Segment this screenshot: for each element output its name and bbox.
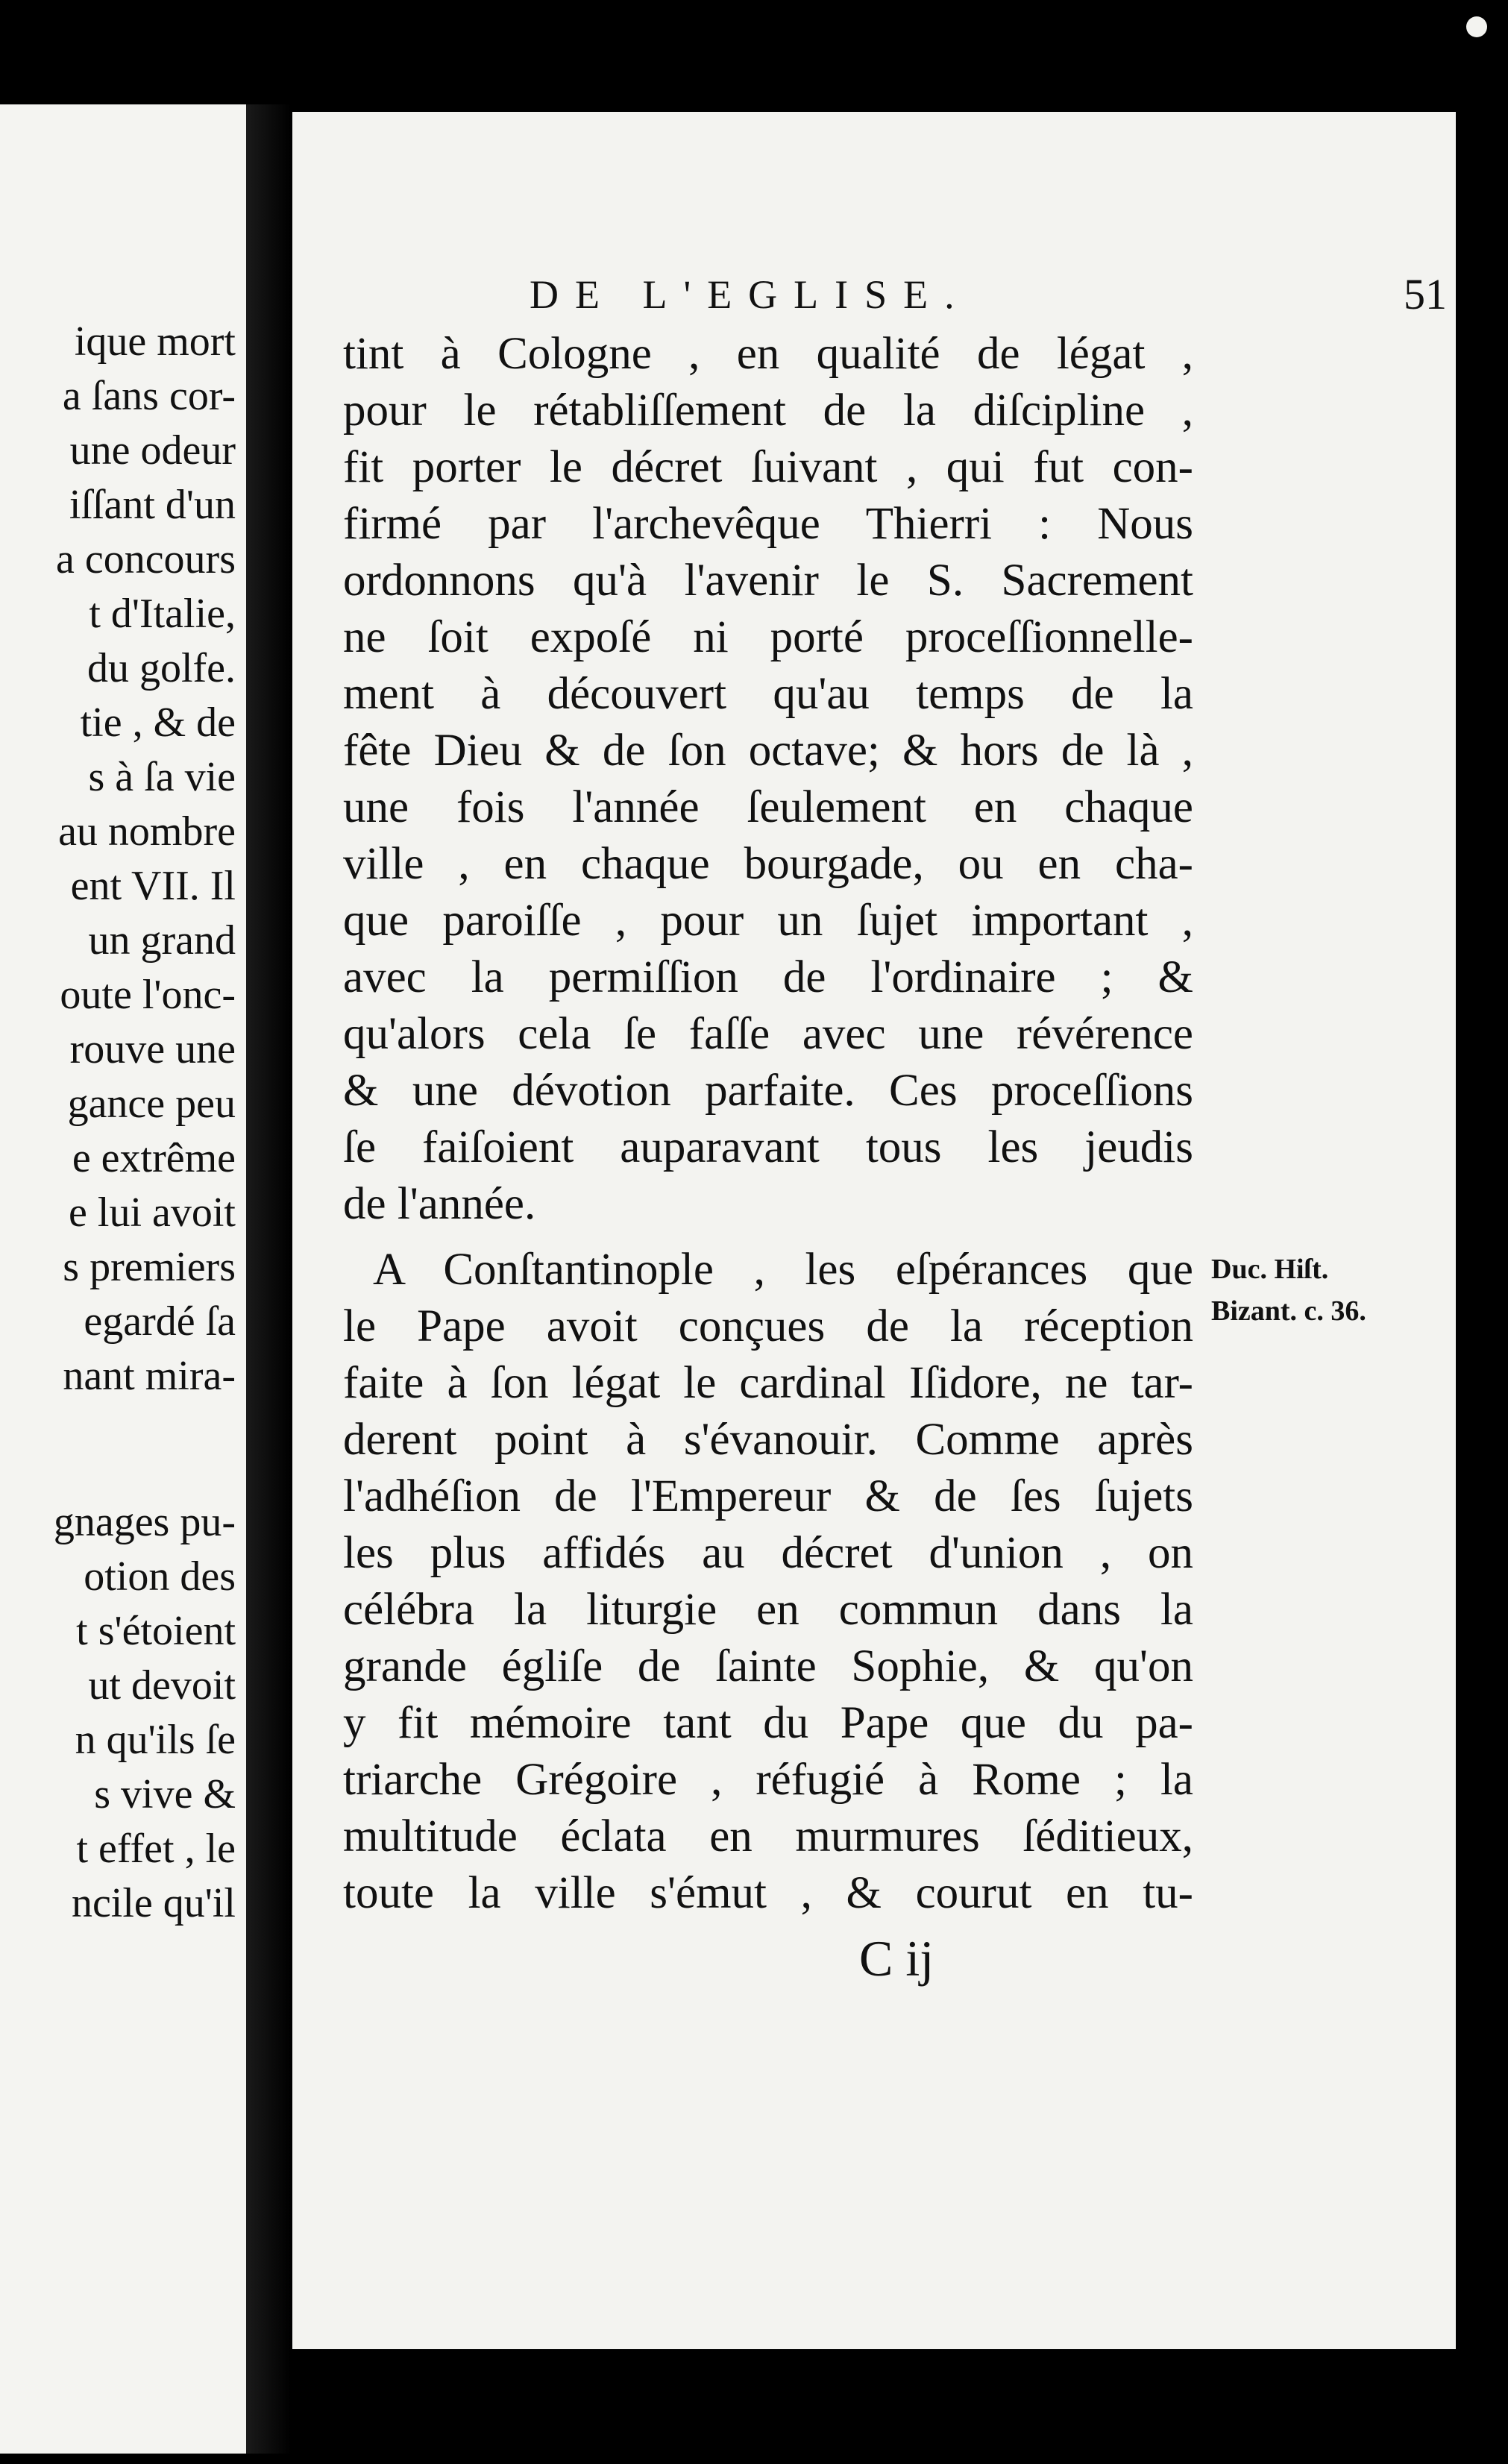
page-header <box>530 272 1447 317</box>
body-line: derent point à s'évanouir. Comme après <box>343 1415 1193 1465</box>
body-line: ment à découvert qu'au temps de la <box>343 669 1193 719</box>
margin-note-source: Duc. Hiſt. <box>1211 1254 1329 1285</box>
left-page-line: s à ſa vie <box>88 754 236 800</box>
left-page-line: nant mira- <box>63 1353 236 1399</box>
left-page-line: s premiers <box>63 1244 236 1290</box>
corner-mark <box>1466 16 1487 37</box>
body-line: faite à ſon légat le cardinal Iſidore, ne tar- <box>343 1358 1193 1408</box>
left-page-line: e lui avoit <box>69 1189 236 1236</box>
left-page-line: t effet , le <box>76 1826 236 1872</box>
left-page-line: e extrême <box>72 1135 236 1181</box>
left-page-line: rouve une <box>69 1026 236 1072</box>
left-page-line: ncile qu'il <box>71 1880 236 1926</box>
left-page-line: oute l'onc- <box>60 972 236 1018</box>
page-number: 51 <box>1404 270 1447 318</box>
body-line: toute la ville s'émut , & courut en tu- <box>343 1868 1193 1918</box>
body-line: triarche Grégoire , réfugié à Rome ; la <box>343 1755 1193 1805</box>
body-line: ſe faiſoient auparavant tous les jeudis <box>343 1122 1193 1172</box>
left-page-line: ique mort <box>74 318 236 365</box>
left-page-line: t s'étoient <box>76 1608 236 1654</box>
body-line: que paroiſſe , pour un ſujet important , <box>343 896 1193 946</box>
left-page-line: iſſant d'un <box>69 482 236 528</box>
body-line: de l'année. <box>343 1179 536 1229</box>
left-page-line: du golfe. <box>87 645 236 691</box>
left-page-line: ent VII. Il <box>70 863 236 909</box>
left-page-line: a ſans cor- <box>62 373 236 419</box>
body-line: l'adhéſion de l'Empereur & de ſes ſujets <box>343 1471 1193 1521</box>
body-line: fête Dieu & de ſon octave; & hors de là , <box>343 726 1193 776</box>
body-line: avec la permiſſion de l'ordinaire ; & <box>343 952 1193 1002</box>
running-title: DE L'EGLISE. <box>530 272 971 317</box>
body-line: les plus affidés au décret d'union , on <box>343 1528 1193 1578</box>
left-page-line: gance peu <box>67 1081 236 1127</box>
body-line: A Conſtantinople , les eſpérances que <box>373 1245 1193 1295</box>
left-page-line: otion des <box>84 1553 236 1600</box>
margin-note-reference: Bizant. c. 36. <box>1211 1295 1366 1327</box>
body-line: le Pape avoit conçues de la réception <box>343 1301 1193 1351</box>
body-line: firmé par l'archevêque Thierri : Nous <box>343 499 1193 549</box>
body-line: célébra la liturgie en commun dans la <box>343 1585 1193 1635</box>
left-page-line: egardé ſa <box>84 1298 236 1345</box>
left-page-line: ut devoit <box>88 1662 236 1709</box>
left-page-fragment <box>0 104 246 2454</box>
body-line: ordonnons qu'à l'avenir le S. Sacrement <box>343 556 1193 606</box>
left-page-line: une odeur <box>69 427 236 474</box>
left-page-line: un grand <box>88 917 236 964</box>
body-line: ne ſoit expoſé ni porté proceſſionnelle- <box>343 612 1193 662</box>
body-line: tint à Cologne , en qualité de légat , <box>343 329 1193 379</box>
left-page-line: au nombre <box>58 808 236 855</box>
left-page-line: n qu'ils ſe <box>75 1717 236 1763</box>
left-page-line: tie , & de <box>80 700 236 746</box>
body-line: ville , en chaque bourgade, ou en cha- <box>343 839 1193 889</box>
body-line: & une dévotion parfaite. Ces proceſſions <box>343 1066 1193 1116</box>
body-line: grande égliſe de ſainte Sophie, & qu'on <box>343 1641 1193 1691</box>
body-line: une fois l'année ſeulement en chaque <box>343 782 1193 832</box>
left-page-line: t d'Italie, <box>89 591 236 637</box>
right-page <box>292 112 1456 2349</box>
body-line: multitude éclata en murmures ſéditieux, <box>343 1811 1193 1861</box>
left-page-line: gnages pu- <box>53 1499 236 1545</box>
left-page-line: a concours <box>55 536 236 582</box>
signature-mark: C ij <box>859 1930 934 1987</box>
book-gutter <box>246 104 291 2454</box>
body-line: fit porter le décret ſuivant , qui fut con- <box>343 442 1193 492</box>
body-line: y fit mémoire tant du Pape que du pa- <box>343 1698 1193 1748</box>
left-page-line: s vive & <box>94 1771 236 1817</box>
body-line: qu'alors cela ſe faſſe avec une révérence <box>343 1009 1193 1059</box>
body-line: pour le rétabliſſement de la diſcipline , <box>343 386 1193 436</box>
